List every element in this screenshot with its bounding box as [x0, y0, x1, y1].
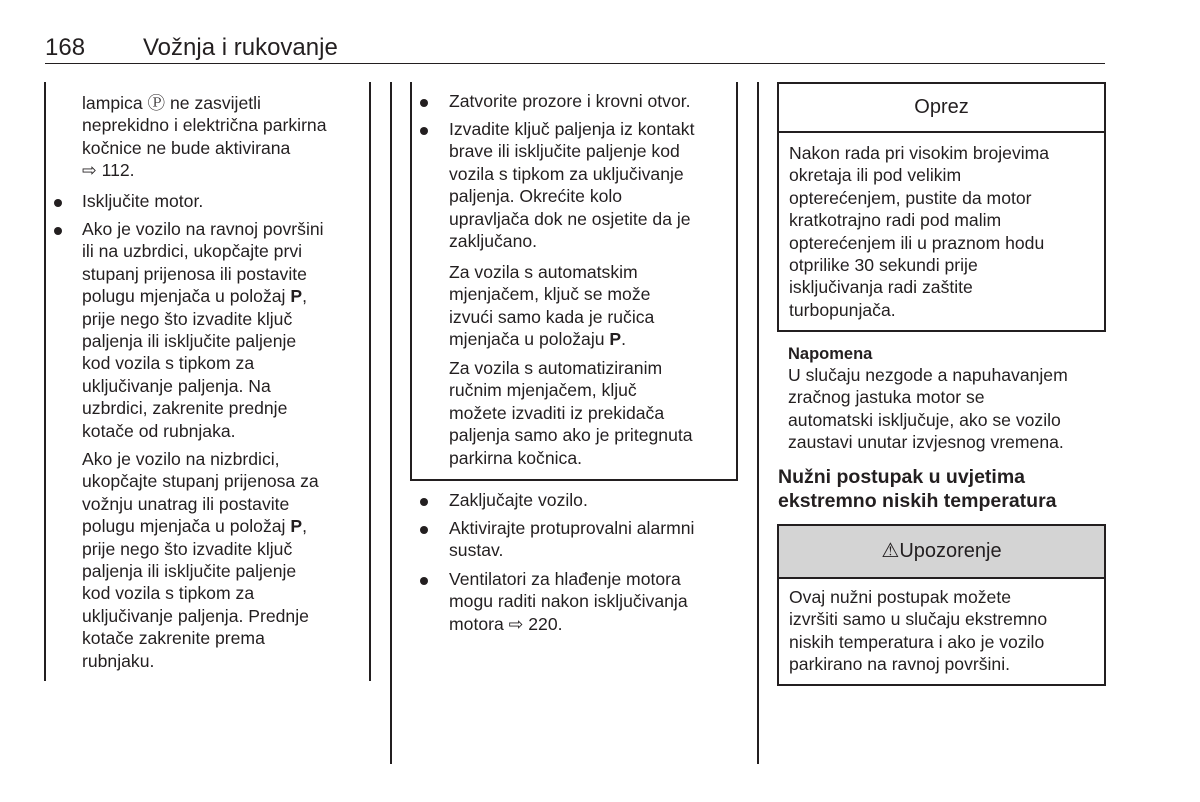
text-line: Ventilatori za hlađenje motora	[449, 569, 681, 589]
text-line: paljenja. Okrećite kolo	[449, 186, 623, 207]
warning-box-header	[779, 526, 1104, 579]
text-line: zaustavi unutar izvjesnog vremena.	[788, 432, 1064, 453]
list-item	[449, 568, 734, 635]
text-line: Ako je vozilo na ravnoj površini	[82, 219, 324, 239]
heading-line: ekstremno niskih temperatura	[778, 490, 1057, 512]
text-line: kočnice ne bude aktivirana	[82, 137, 291, 158]
continuation-paragraph	[82, 92, 367, 182]
text-line: uključivanje paljenja. Na	[82, 375, 271, 396]
text-line: Zatvorite prozore i krovni otvor.	[449, 91, 691, 111]
text-line: prije nego što izvadite ključ	[82, 538, 293, 559]
page-number: 168	[45, 34, 86, 61]
text-line: paljenja ili isključite paljenje	[82, 331, 297, 352]
downhill-paragraph	[82, 448, 367, 672]
text-line: kotače od rubnjaka.	[82, 420, 236, 441]
text-line: paljenja ili isključite paljenje	[82, 561, 297, 582]
text-line: Aktivirajte protuprovalni alarmni	[449, 518, 695, 538]
text-line: vožnju unatrag ili postavite	[82, 493, 290, 514]
chapter-title: Vožnja i rukovanje	[143, 34, 338, 61]
page-header	[45, 34, 1105, 64]
text-line: upravljača dok ne osjetite da je	[449, 208, 691, 229]
text-line: polugu mjenjača u položaj P,	[82, 286, 307, 307]
text-line: parkirano na ravnoj površini.	[789, 654, 1011, 675]
warning-box	[777, 524, 1106, 686]
warning-title: Upozorenje	[899, 540, 1002, 562]
text-line: opterećenjem ili u praznom hodu	[789, 232, 1045, 253]
column-separator-1	[390, 82, 392, 764]
heading-line: Nužni postupak u uvjetima	[778, 466, 1026, 488]
column-1	[82, 92, 367, 182]
caution-title: Oprez	[914, 96, 969, 118]
text-line: rubnjaku.	[82, 650, 155, 671]
section-heading	[778, 465, 1108, 513]
text-line: kotače zakrenite prema	[82, 628, 265, 649]
text-line: uzbrdici, zakrenite prednje	[82, 398, 288, 419]
text-line: izvući samo kada je ručica	[449, 306, 655, 327]
text-line: neprekidno i električna parkirna	[82, 115, 327, 136]
warning-triangle-icon: ⚠	[881, 540, 900, 562]
text-line: Ako je vozilo na nizbrdici,	[82, 449, 280, 469]
text-line: mjenjačem, ključ se može	[449, 284, 651, 305]
text-line: zračnog jastuka motor se	[788, 387, 985, 408]
note-title: Napomena	[788, 345, 873, 363]
text-line: Izvadite ključ paljenja iz kontakt	[449, 119, 695, 139]
text-line: možete izvaditi iz prekidača	[449, 402, 665, 423]
text-line: niskih temperatura i ako je vozilo	[789, 631, 1045, 652]
page-reference[interactable]: ⇨ 112.	[82, 160, 135, 181]
text-line: turbopunjača.	[789, 299, 896, 320]
text-line: paljenja samo ako je pritegnuta	[449, 425, 693, 446]
caution-box	[777, 82, 1106, 332]
col1-box-left-border	[44, 82, 46, 681]
text-line: kratkotrajno radi pod malim	[789, 210, 1002, 231]
text-line: stupanj prijenosa ili postavite	[82, 263, 307, 284]
col1-box-right-border	[369, 82, 371, 681]
text-line: ukopčajte stupanj prijenosa za	[82, 471, 319, 492]
text-line: mjenjača u položaju P.	[449, 329, 627, 350]
text-line: okretaja ili pod velikim	[789, 165, 962, 186]
bullet-icon	[420, 526, 428, 534]
bullet-icon	[54, 227, 62, 235]
text-line: polugu mjenjača u položaj P,	[82, 516, 307, 537]
list-item	[449, 489, 734, 511]
text-line: vozila s tipkom za uključivanje	[449, 163, 684, 184]
text-line: mogu raditi nakon isključivanja	[449, 591, 688, 612]
automated-manual-paragraph	[449, 357, 734, 469]
text-line: U slučaju nezgode a napuhavanjem	[788, 365, 1068, 385]
text-line: prije nego što izvadite ključ	[82, 308, 293, 329]
text-line: kod vozila s tipkom za	[82, 583, 255, 604]
list-item	[82, 218, 367, 442]
column-separator-2	[757, 82, 759, 764]
text-line: uključivanje paljenja. Prednje	[82, 605, 309, 626]
text-line: kod vozila s tipkom za	[82, 353, 255, 374]
text-line: brave ili isključite paljenje kod	[449, 141, 680, 162]
text-line: lampica Ⓟ ne zasvijetli	[82, 93, 261, 113]
text-line: ili na uzbrdici, ukopčajte prvi	[82, 241, 303, 262]
text-line: Za vozila s automatiziranim	[449, 358, 663, 378]
page-reference[interactable]: motora ⇨ 220.	[449, 613, 563, 634]
bullet-icon	[420, 577, 428, 585]
note-block	[788, 344, 1106, 454]
text-line: zaključano.	[449, 231, 538, 252]
text-line: Zaključajte vozilo.	[449, 490, 588, 510]
list-item	[449, 118, 734, 252]
text-line: otprilike 30 sekundi prije	[789, 255, 978, 276]
bullet-icon	[54, 199, 62, 207]
text-line: ručnim mjenjačem, ključ	[449, 380, 637, 401]
list-item	[449, 90, 734, 112]
text-line: Ovaj nužni postupak možete	[789, 587, 1012, 607]
text-line: isključivanja radi zaštite	[789, 277, 973, 298]
text-line: opterećenjem, pustite da motor	[789, 187, 1032, 208]
text-line: Za vozila s automatskim	[449, 262, 638, 282]
text-line: Isključite motor.	[82, 191, 204, 211]
automatic-transmission-paragraph	[449, 261, 734, 351]
text-line: automatski isključuje, ako se vozilo	[788, 409, 1061, 430]
text-line: izvršiti samo u slučaju ekstremno	[789, 609, 1048, 630]
caution-box-header	[779, 84, 1104, 133]
bullet-icon	[420, 99, 428, 107]
list-item	[82, 190, 367, 212]
text-line: parkirna kočnica.	[449, 447, 582, 468]
bullet-icon	[420, 127, 428, 135]
text-line: Nakon rada pri visokim brojevima	[789, 143, 1050, 163]
text-line: sustav.	[449, 540, 504, 561]
list-item	[449, 517, 734, 562]
caution-box-body	[779, 133, 1104, 321]
warning-box-body	[779, 579, 1104, 676]
bullet-icon	[420, 498, 428, 506]
